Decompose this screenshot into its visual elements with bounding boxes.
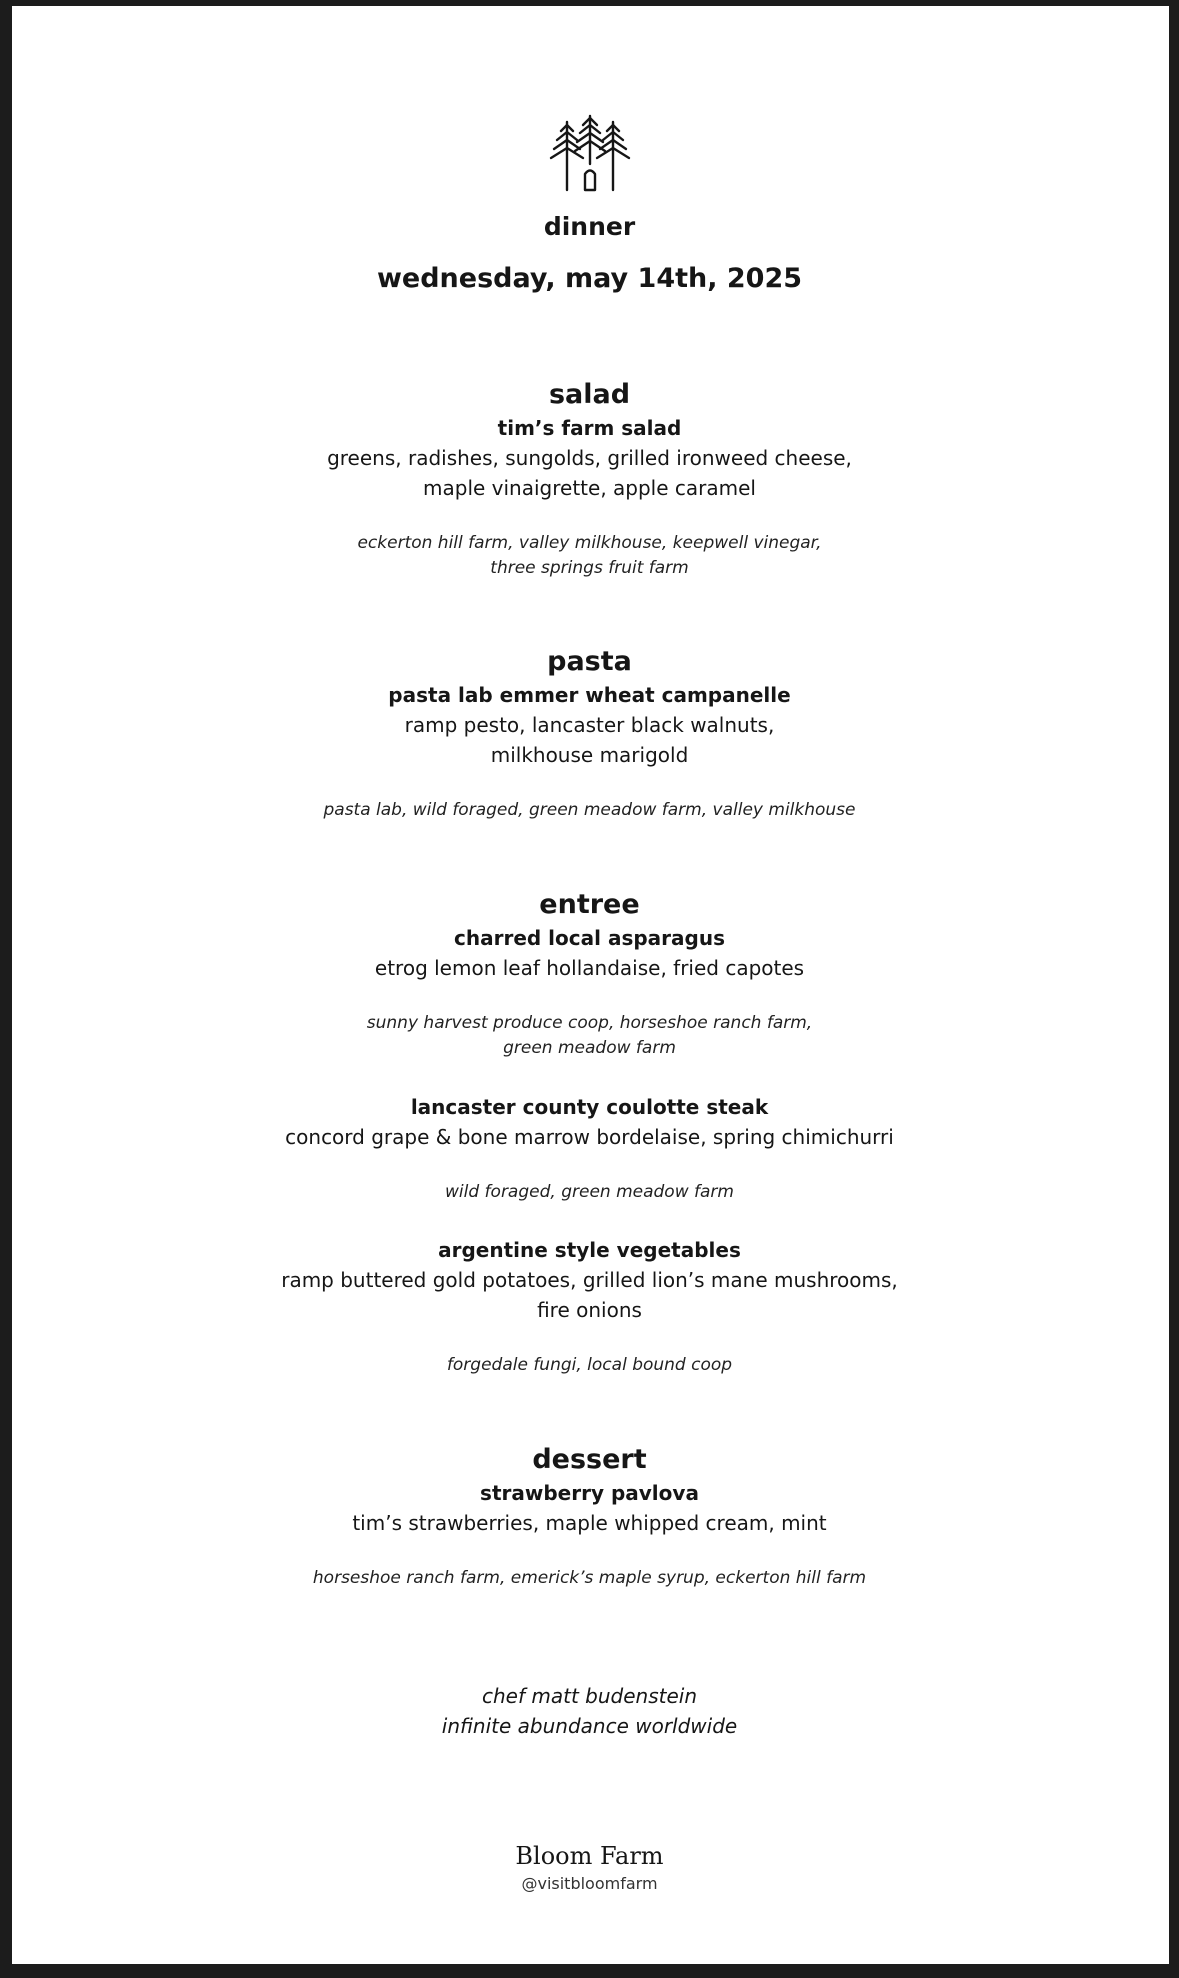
social-handle: @visitbloomfarm: [521, 1874, 658, 1893]
brand-name: Bloom Farm: [515, 1842, 664, 1870]
dish-description-line: etrog lemon leaf hollandaise, fried capotes: [374, 956, 805, 980]
dish-sources-line: pasta lab, wild foraged, green meadow farm, valley milkhouse: [323, 800, 856, 820]
dish-sources-line: horseshoe ranch farm, emerick’s maple syrup, eckerton hill farm: [312, 1568, 867, 1588]
dish-description-line: maple vinaigrette, apple caramel: [423, 476, 756, 500]
course-title-dessert: dessert: [532, 1444, 647, 1475]
dish-description-line: ramp pesto, lancaster black walnuts,: [404, 713, 775, 737]
chef-credit: chef matt budenstein: [482, 1684, 697, 1708]
meal-title: dinner: [543, 212, 636, 241]
dish-name: strawberry pavlova: [480, 1481, 699, 1505]
dish-sources-line: three springs fruit farm: [490, 558, 689, 578]
dish-description-line: ramp buttered gold potatoes, grilled lion’s mane mushrooms,: [281, 1268, 898, 1292]
dish-description-line: concord grape & bone marrow bordelaise, spring chimichurri: [285, 1125, 894, 1149]
dish-name: tim’s farm salad: [497, 416, 682, 440]
dish-name: charred local asparagus: [454, 926, 725, 950]
dish-description-line: milkhouse marigold: [490, 743, 689, 767]
menu-date: wednesday, may 14th, 2025: [376, 263, 803, 294]
course-title-entree: entree: [539, 889, 640, 920]
menu-page: [12, 6, 1169, 1964]
course-title-salad: salad: [548, 379, 631, 410]
course-title-pasta: pasta: [547, 646, 632, 677]
dish-description-line: fire onions: [537, 1298, 642, 1322]
dish-sources-line: green meadow farm: [503, 1038, 676, 1058]
dish-name: lancaster county coulotte steak: [410, 1095, 769, 1119]
pine-trees-cabin-icon: [545, 112, 635, 196]
dish-sources-line: wild foraged, green meadow farm: [445, 1182, 734, 1202]
dish-description-line: greens, radishes, sungolds, grilled ironweed cheese,: [327, 446, 852, 470]
dish-name: argentine style vegetables: [438, 1238, 741, 1262]
dish-sources-line: sunny harvest produce coop, horseshoe ranch farm,: [366, 1013, 813, 1033]
dish-name: pasta lab emmer wheat campanelle: [388, 683, 791, 707]
dish-description-line: tim’s strawberries, maple whipped cream, mint: [352, 1511, 827, 1535]
tagline: infinite abundance worldwide: [441, 1714, 738, 1738]
dish-sources-line: forgedale fungi, local bound coop: [446, 1355, 733, 1375]
dish-sources-line: eckerton hill farm, valley milkhouse, keepwell vinegar,: [357, 533, 822, 553]
